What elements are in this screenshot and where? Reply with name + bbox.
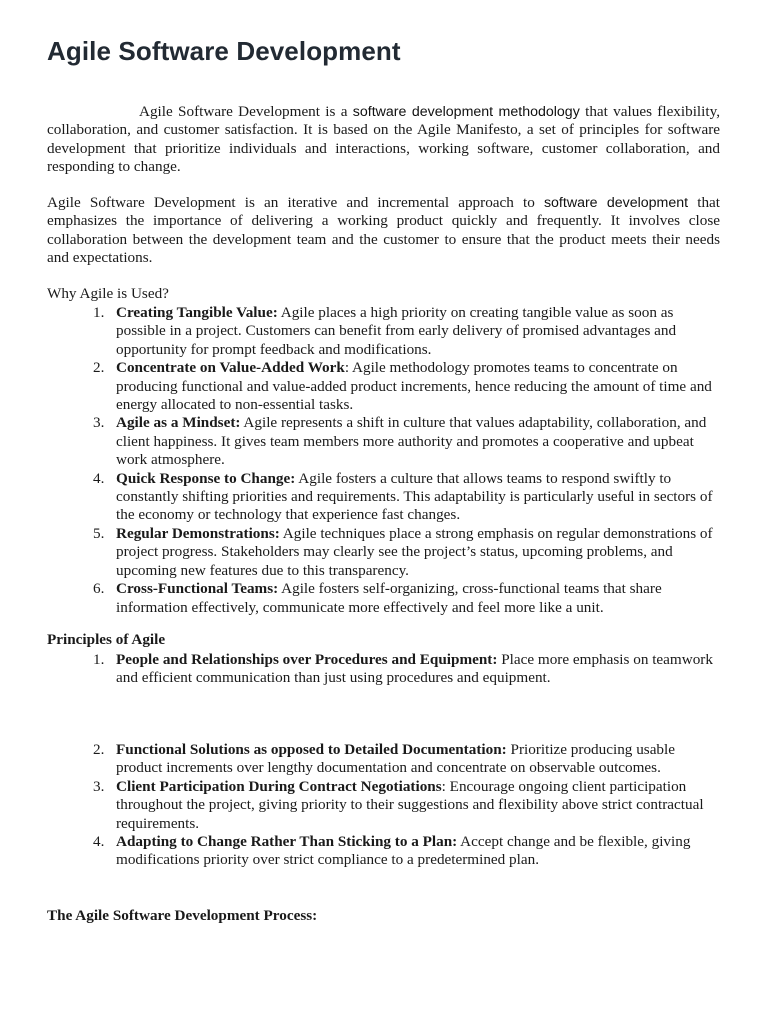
list-item-text: Accept change and be flexible, giving modifications priority over strict compliance to a predetermined plan. xyxy=(116,833,691,869)
list-number: 3. xyxy=(93,777,105,795)
list-number: 2. xyxy=(93,741,105,758)
list-item-term: Functional Solutions as opposed to Detailed Documentation: xyxy=(116,741,507,758)
list-item-text: Place more emphasis on teamwork and efficient communication than just using procedures and equipment. xyxy=(116,651,713,687)
principles-list-part-2 xyxy=(47,741,720,870)
list-item xyxy=(47,651,720,688)
list-item xyxy=(47,470,720,525)
list-number: 4. xyxy=(93,469,105,487)
list-item-term: Adapting to Change Rather Than Sticking to a Plan: xyxy=(116,833,458,851)
list-item-term: Client Participation During Contract Negotiations xyxy=(116,777,442,795)
page-title: Agile Software Development xyxy=(47,36,401,66)
list-item-text: : Encourage ongoing client participation throughout the project, giving priority to their suggestions and flexibility above strict contractual requirements. xyxy=(116,777,704,832)
intro-paragraph-2 xyxy=(47,194,720,268)
process-heading: The Agile Software Development Process: xyxy=(47,907,318,924)
list-item xyxy=(47,304,720,359)
list-number: 3. xyxy=(93,414,105,432)
list-item xyxy=(47,741,720,778)
list-item-term: Agile as a Mindset: xyxy=(116,414,241,432)
intro-paragraph-1 xyxy=(47,103,720,177)
list-number: 2. xyxy=(93,359,105,377)
list-item-text: Prioritize producing usable product increments over lengthy documentation and concentrate on observable outcomes. xyxy=(116,741,675,777)
why-agile-list xyxy=(47,304,720,617)
list-number: 1. xyxy=(93,304,105,321)
list-item-text: Agile fosters a culture that allows teams to respond swiftly to constantly shifting priorities and requirements. This adaptability is particularly useful in sectors of the economy or technology that experience fast changes. xyxy=(116,469,713,524)
list-item xyxy=(47,414,720,469)
intro-p2-link[interactable]: software development xyxy=(543,195,689,211)
list-item-term: Creating Tangible Value: xyxy=(116,304,278,321)
list-item-term: Cross-Functional Teams: xyxy=(116,580,279,598)
list-number: 1. xyxy=(93,651,105,668)
list-item-term: Quick Response to Change: xyxy=(116,469,296,487)
intro-p2-text-b: that emphasizes the importance of delivering a working product quickly and frequently. It involves close collaboration between the development team and the customer to ensure that the product meets their needs and expectations. xyxy=(47,194,720,267)
principles-list-part-1 xyxy=(47,651,720,688)
list-item-term: Concentrate on Value-Added Work xyxy=(116,359,345,377)
intro-p1-link[interactable]: software development methodology xyxy=(352,104,580,120)
list-item-term: Regular Demonstrations: xyxy=(116,524,280,542)
list-item-text: Agile places a high priority on creating tangible value as soon as possible in a project. Customers can benefit from early delivery of promised advantages and opportunity for prompt feedback and modifications. xyxy=(116,304,677,358)
list-item xyxy=(47,525,720,580)
intro-p1-text-a: Agile Software Development is a xyxy=(139,103,353,120)
list-item-text: Agile represents a shift in culture that values adaptability, collaboration, and client happiness. It gives team members more authority and promotes a cooperative and upbeat work atmosphere. xyxy=(116,414,707,469)
list-item xyxy=(47,580,720,617)
list-item xyxy=(47,778,720,833)
list-number: 4. xyxy=(93,833,105,851)
list-item-text: Agile fosters self-organizing, cross-functional teams that share information effectively, communicate more effectively and feel more like a unit. xyxy=(116,580,662,616)
intro-p1-text-b: that values flexibility, collaboration, and customer satisfaction. It is based on the Agile Manifesto, a set of principles for software development that prioritize individuals and interactions, working software, customer collaboration, and responding to change. xyxy=(47,103,720,176)
principles-heading: Principles of Agile xyxy=(47,631,166,648)
list-item-text: Agile techniques place a strong emphasis on regular demonstrations of project progress. Stakeholders may clearly see the project’s status, upcoming problems, and upcoming new features due to this transparency. xyxy=(116,524,713,579)
list-item xyxy=(47,833,720,870)
list-number: 5. xyxy=(93,524,105,542)
intro-p2-text-a: Agile Software Development is an iterative and incremental approach to xyxy=(47,194,544,211)
list-item-text: : Agile methodology promotes teams to concentrate on producing functional and value-added product increments, hence reducing the amount of time and energy allocated to non-essential tasks. xyxy=(116,359,712,414)
list-item xyxy=(47,359,720,414)
list-item-term: People and Relationships over Procedures and Equipment: xyxy=(116,651,498,668)
list-number: 6. xyxy=(93,580,105,598)
why-agile-heading: Why Agile is Used? xyxy=(47,285,169,302)
